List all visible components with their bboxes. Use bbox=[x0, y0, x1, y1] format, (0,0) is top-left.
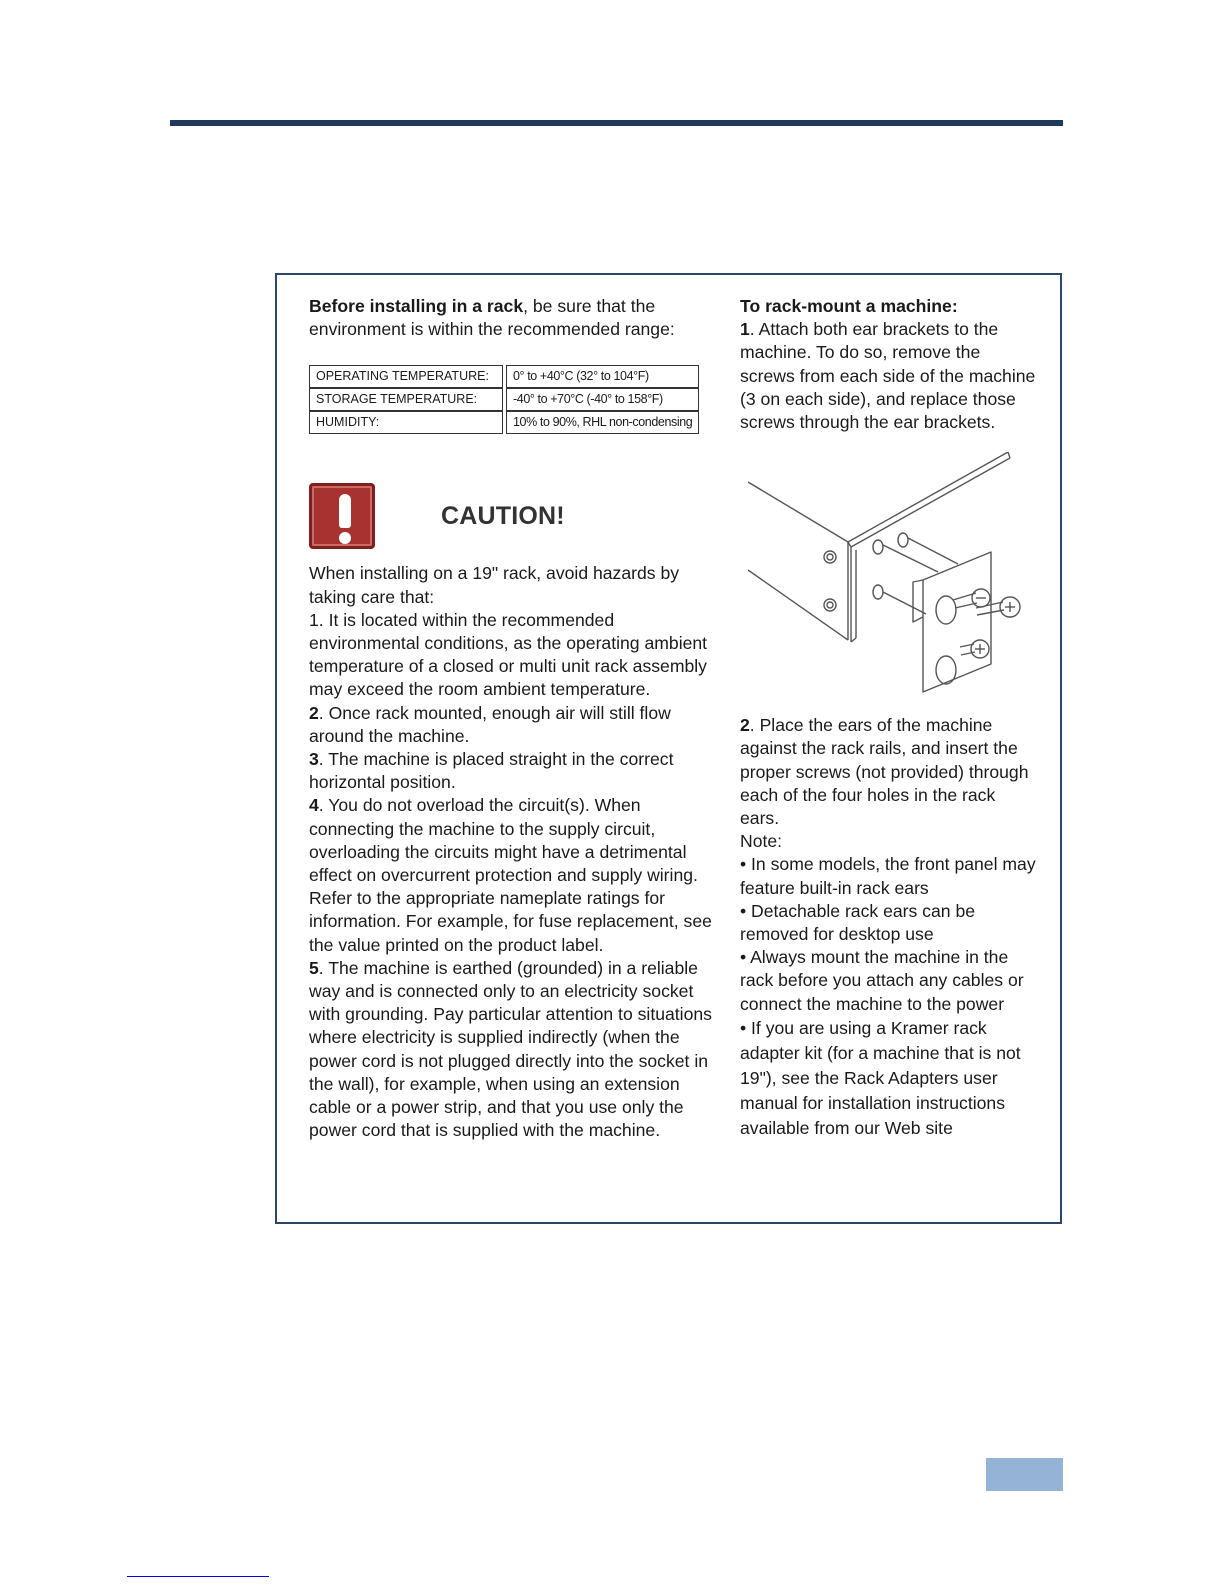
header-rule bbox=[170, 120, 1063, 126]
left-column bbox=[309, 295, 719, 1142]
note-item: • If you are using a Kramer rack adapter kit (for a machine that is not 19"), see the Rack Adapters user manual for installation instructions available from our Web site bbox=[740, 1017, 1021, 1138]
page-number-tab bbox=[986, 1458, 1063, 1491]
caution-header bbox=[309, 480, 719, 552]
item-number: 3 bbox=[309, 749, 319, 770]
list-item bbox=[309, 957, 719, 1143]
heading-text: To rack-mount a machine: bbox=[740, 296, 958, 316]
item-text: . The machine is placed straight in the correct horizontal position. bbox=[309, 749, 674, 793]
note-item: • Always mount the machine in the rack before you attach any cables or connect the machine to the power bbox=[740, 947, 1024, 1014]
table-cell-value: -40° to +70°C (-40° to 158°F) bbox=[506, 388, 699, 411]
intro-bold: Before installing in a rack bbox=[309, 296, 524, 316]
step-number: 2 bbox=[740, 715, 750, 736]
rack-mounting-box bbox=[275, 273, 1062, 1224]
item-number: 2 bbox=[309, 702, 319, 723]
list-item bbox=[309, 794, 719, 956]
table-row bbox=[309, 365, 699, 388]
table-cell-label: HUMIDITY: bbox=[309, 411, 503, 434]
environment-table bbox=[306, 365, 702, 434]
rack-ear-illustration bbox=[748, 452, 1033, 702]
list-item bbox=[309, 748, 719, 794]
step-number: 1 bbox=[740, 319, 750, 340]
step-1 bbox=[740, 318, 1036, 434]
section-heading bbox=[740, 295, 1036, 318]
note-label: Note: bbox=[740, 831, 783, 852]
table-cell-label: STORAGE TEMPERATURE: bbox=[309, 388, 503, 411]
table-row bbox=[309, 411, 699, 434]
list-item bbox=[309, 609, 719, 702]
step-text: . Place the ears of the machine against the rack rails, and insert the proper screws (not provided) through each of the four holes in the rack ears. bbox=[740, 715, 1029, 829]
item-number: 4 bbox=[309, 795, 319, 816]
caution-intro: When installing on a 19" rack, avoid hazards by taking care that: bbox=[309, 563, 680, 607]
item-text: . The machine is earthed (grounded) in a reliable way and is connected only to an electricity socket with grounding. Pay particular attention to situations where electricity is supplied indirectly (when the power cord is not plugged directly into the socket in the wall), for example, when using an extension cable or a power strip, and that you use only the power cord that is supplied with the machine. bbox=[309, 957, 712, 1141]
step-2 bbox=[740, 714, 1036, 830]
item-text: . You do not overload the circuit(s). When connecting the machine to the supply circuit, overloading the circuits might have a detrimental effect on overcurrent protection and supply wiring. Refer to the appropriate nameplate ratings for information. For example, for fuse replacement, see the value printed on the product label. bbox=[309, 795, 712, 955]
note-item: • Detachable rack ears can be removed for desktop use bbox=[740, 900, 976, 945]
caution-list bbox=[309, 562, 719, 1142]
table-cell-value: 10% to 90%, RHL non-condensing bbox=[506, 411, 699, 434]
item-text: . It is located within the recommended environmental conditions, as the operating ambient temperature of a closed or multi unit rack assembly may exceed the room ambient temperature. bbox=[309, 609, 708, 700]
footer-link-underline[interactable] bbox=[127, 1576, 269, 1577]
table-row bbox=[309, 388, 699, 411]
step-text: . Attach both ear brackets to the machine. To do so, remove the screws from each side of the machine (3 on each side), and replace those screws through the ear brackets. bbox=[740, 319, 1036, 433]
item-text: . Once rack mounted, enough air will still flow around the machine. bbox=[309, 702, 671, 746]
note-item: • In some models, the front panel may feature built-in rack ears bbox=[740, 854, 1036, 898]
right-column bbox=[740, 295, 1036, 1141]
exclamation-warning-icon bbox=[309, 483, 375, 549]
caution-title: CAUTION! bbox=[441, 501, 565, 530]
intro-paragraph bbox=[309, 295, 719, 341]
item-number: 5 bbox=[309, 957, 319, 978]
item-number: 1 bbox=[309, 609, 319, 630]
table-cell-value: 0° to +40°C (32° to 104°F) bbox=[506, 365, 699, 388]
table-cell-label: OPERATING TEMPERATURE: bbox=[309, 365, 503, 388]
intro-text: , be sure that the environment is within the recommended range: bbox=[309, 296, 675, 340]
list-item bbox=[309, 702, 719, 748]
